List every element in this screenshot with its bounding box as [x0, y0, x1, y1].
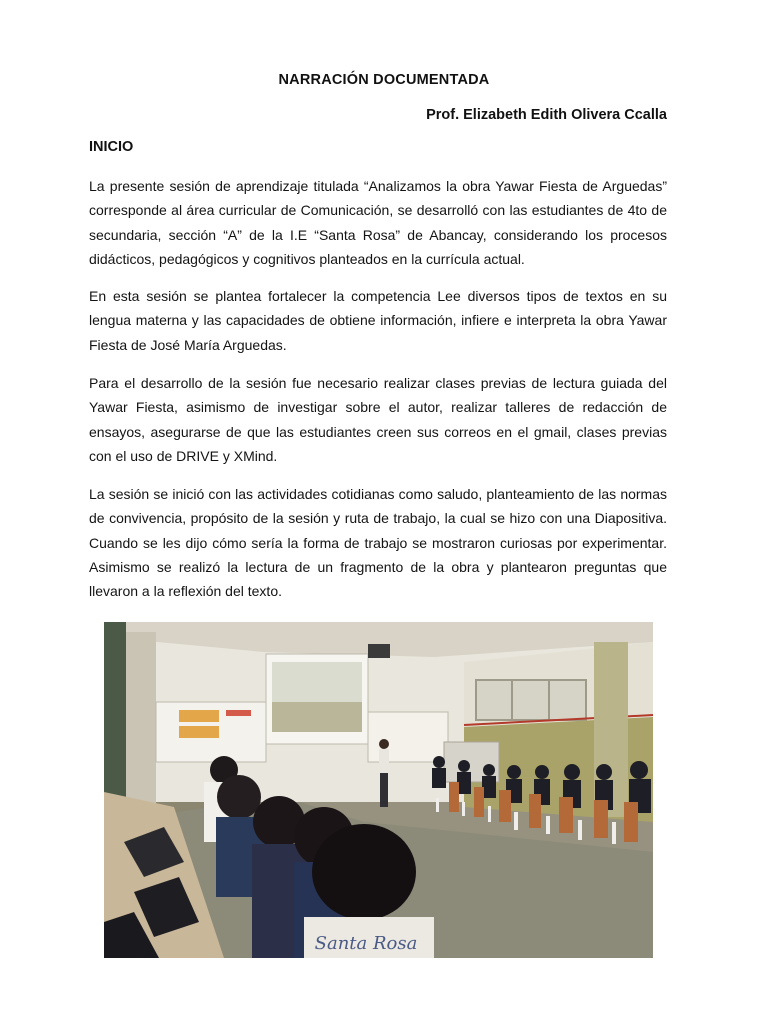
classroom-photo: [104, 622, 653, 958]
author-line: Prof. Elizabeth Edith Olivera Ccalla: [426, 107, 667, 123]
paragraph-4: La sesión se inició con las actividades cotidianas como saludo, planteamiento de las normas de convivencia, propósito de la sesión y ruta de trabajo, la cual se hizo con una Diapositiva. Cuando se les dijo cómo sería la forma de trabajo se mostraron curiosas por experimentar. Asimismo se realizó la lectura de un fragmento de la obra y plantearon preguntas que llevaron a la reflexión del texto.: [89, 486, 667, 600]
shirt-text: Santa Rosa: [314, 933, 418, 954]
paragraph-2: En esta sesión se plantea fortalecer la competencia Lee diversos tipos de textos en su lengua materna y las capacidades de obtiene información, infiere e interpreta la obra Yawar Fiesta de José María Arguedas.: [89, 288, 667, 353]
document-title: NARRACIÓN DOCUMENTADA: [278, 72, 490, 88]
paragraph-3: Para el desarrollo de la sesión fue necesario realizar clases previas de lectura guiada del Yawar Fiesta, asimismo de investigar sobre el autor, realizar talleres de redacción de ensayos, asegurarse de que las estudiantes creen sus correos en el gmail, clases previas con el uso de DRIVE y XMind.: [89, 375, 667, 464]
classroom-photo-illustration: [104, 622, 653, 958]
paragraph-1: La presente sesión de aprendizaje titulada “Analizamos la obra Yawar Fiesta de Arguedas” corresponde al área curricular de Comunicación, se desarrolló con las estudiantes de 4to de secundaria, sección “A” de la I.E “Santa Rosa” de Abancay, considerando los procesos didácticos, pedagógicos y cognitivos planteados en la currícula actual.: [89, 178, 667, 267]
section-heading: INICIO: [89, 139, 134, 155]
